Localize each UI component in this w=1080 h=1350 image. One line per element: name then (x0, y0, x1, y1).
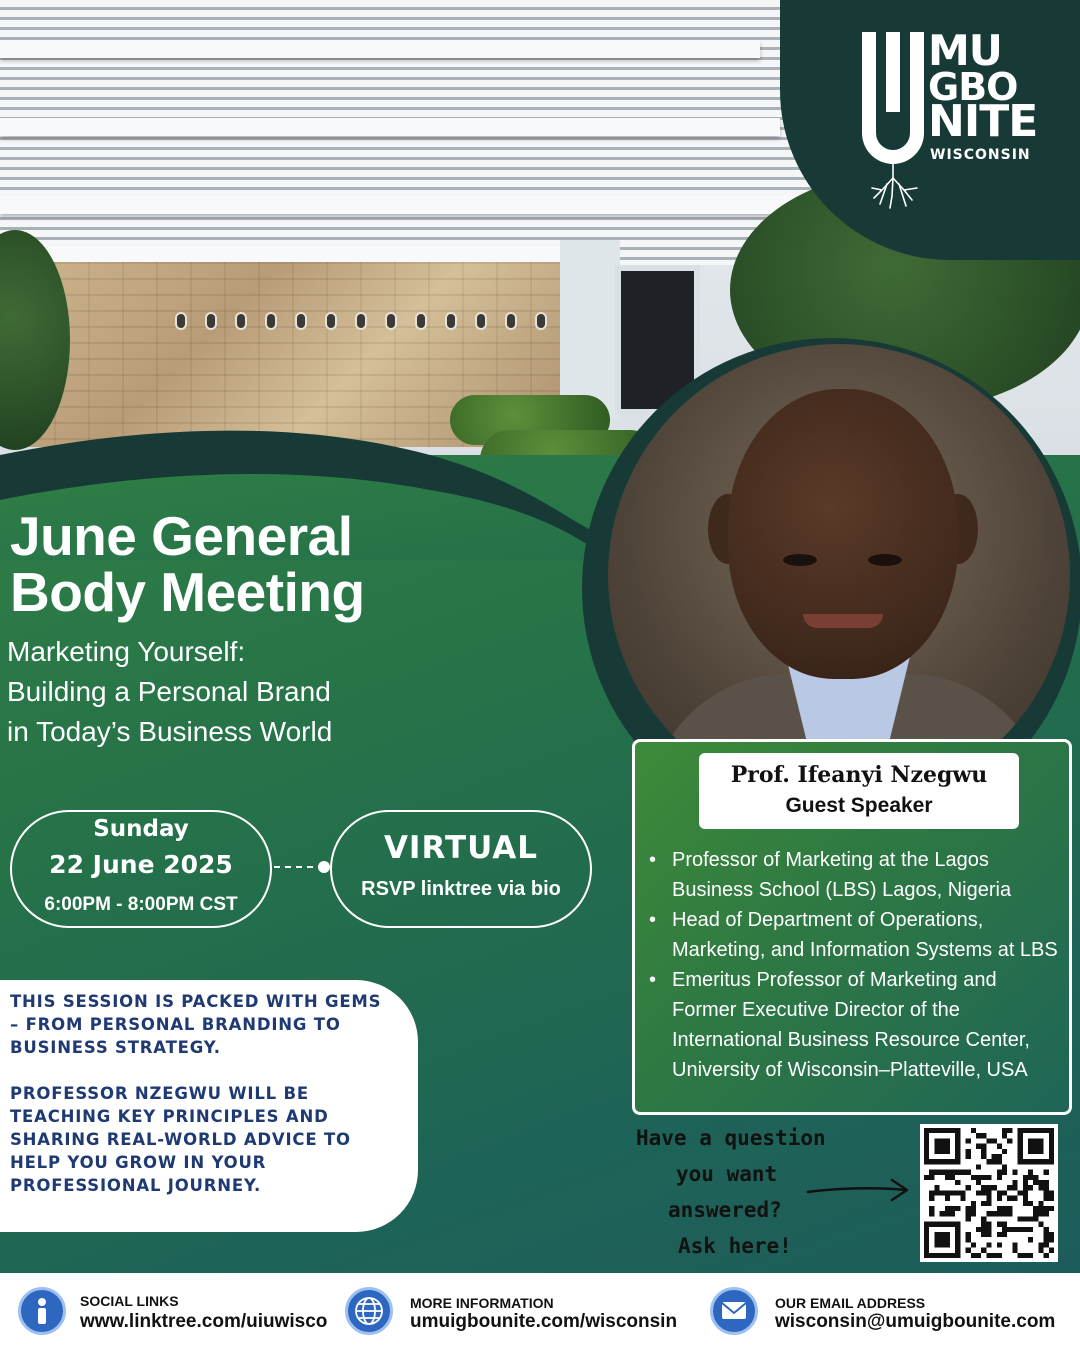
event-title (10, 505, 365, 623)
event-day: Sunday (93, 816, 189, 842)
speaker-name: Prof. Ifeanyi Nzegwu (730, 762, 988, 788)
portrait-eye (783, 554, 817, 566)
footer-info-label: MORE INFORMATION (410, 1295, 554, 1311)
portrait-head (728, 389, 958, 679)
footer-social-label: SOCIAL LINKS (80, 1293, 179, 1309)
logo-i-letter (886, 32, 900, 112)
logo-text-gbo: GBO (928, 65, 1018, 109)
event-title-line: Body Meeting (10, 561, 365, 623)
speaker-info-box (632, 739, 1072, 1115)
portrait-mouth (803, 614, 883, 628)
speaker-bio-item: • Head of Department of Operations, Marketing, and Information Systems at LBS (649, 905, 1059, 965)
speaker-bio-item: • Emeritus Professor of Marketing and Former Executive Director of the International Business Resource Center, University of Wisconsin–Platteville, USA (649, 965, 1059, 1085)
question-line: Ask here! (678, 1234, 792, 1258)
umuigbo-unite-logo (862, 26, 1042, 210)
event-title-line: June General (10, 505, 353, 567)
question-line: Have a question (636, 1126, 826, 1150)
pill-connector (274, 866, 324, 868)
footer-more-info[interactable] (345, 1283, 705, 1343)
footer-bar (0, 1273, 1080, 1350)
session-description: PROFESSOR NZEGWU WILL BE TEACHING KEY PRINCIPLES AND SHARING REAL-WORLD ADVICE TO HELP YOU GROW IN YOUR PROFESSIONAL JOURNEY. (10, 1084, 351, 1195)
info-icon (18, 1287, 66, 1335)
event-format: VIRTUAL (383, 830, 539, 866)
building-slab (0, 40, 760, 58)
question-line: you want (676, 1162, 778, 1186)
event-format-pill[interactable] (330, 810, 592, 928)
mail-icon (710, 1287, 758, 1335)
pill-connector-dot (318, 861, 330, 873)
qr-code-icon[interactable] (920, 1124, 1058, 1262)
arrow-right-icon (806, 1178, 910, 1202)
speaker-role: Guest Speaker (785, 794, 933, 817)
logo-text-mu: MU (928, 26, 1002, 75)
building-slab (0, 196, 800, 214)
event-datetime-pill (10, 810, 272, 928)
building-column (560, 240, 620, 420)
logo-location: WISCONSIN (930, 147, 1031, 163)
speaker-portrait (608, 344, 1070, 806)
event-subtitle (7, 632, 332, 752)
event-subtitle-line: Marketing Yourself: (7, 636, 246, 667)
event-subtitle-line: in Today’s Business World (7, 716, 333, 747)
speaker-bio-list (649, 845, 1059, 1085)
portrait-eye (868, 554, 902, 566)
question-line: answered? (668, 1198, 782, 1222)
speaker-name-card (699, 753, 1019, 829)
speaker-bio-item: • Professor of Marketing at the Lagos Business School (LBS) Lagos, Nigeria (649, 845, 1059, 905)
wall-vents (175, 312, 577, 330)
footer-email-label: OUR EMAIL ADDRESS (775, 1295, 926, 1311)
globe-icon (345, 1287, 393, 1335)
qr-code-graphic (924, 1128, 1054, 1258)
session-description: THIS SESSION IS PACKED WITH GEMS – FROM PERSONAL BRANDING TO BUSINESS STRATEGY. (10, 992, 382, 1057)
footer-email[interactable] (710, 1283, 1075, 1343)
footer-social-value[interactable]: www.linktree.com/uiuwisco (80, 1311, 328, 1332)
footer-email-value[interactable]: wisconsin@umuigbounite.com (775, 1311, 1056, 1332)
building-slab (0, 118, 780, 136)
event-date: 22 June 2025 (49, 850, 233, 879)
footer-social-links[interactable] (18, 1283, 338, 1343)
rsvp-link[interactable]: RSVP linktree via bio (361, 878, 561, 900)
event-subtitle-line: Building a Personal Brand (7, 676, 331, 707)
logo-text-nite: NITE (928, 96, 1038, 147)
event-time: 6:00PM - 8:00PM CST (44, 894, 238, 915)
roots-icon (862, 160, 932, 210)
footer-info-value[interactable]: umuigbounite.com/wisconsin (410, 1311, 678, 1332)
session-description-card (0, 980, 418, 1232)
